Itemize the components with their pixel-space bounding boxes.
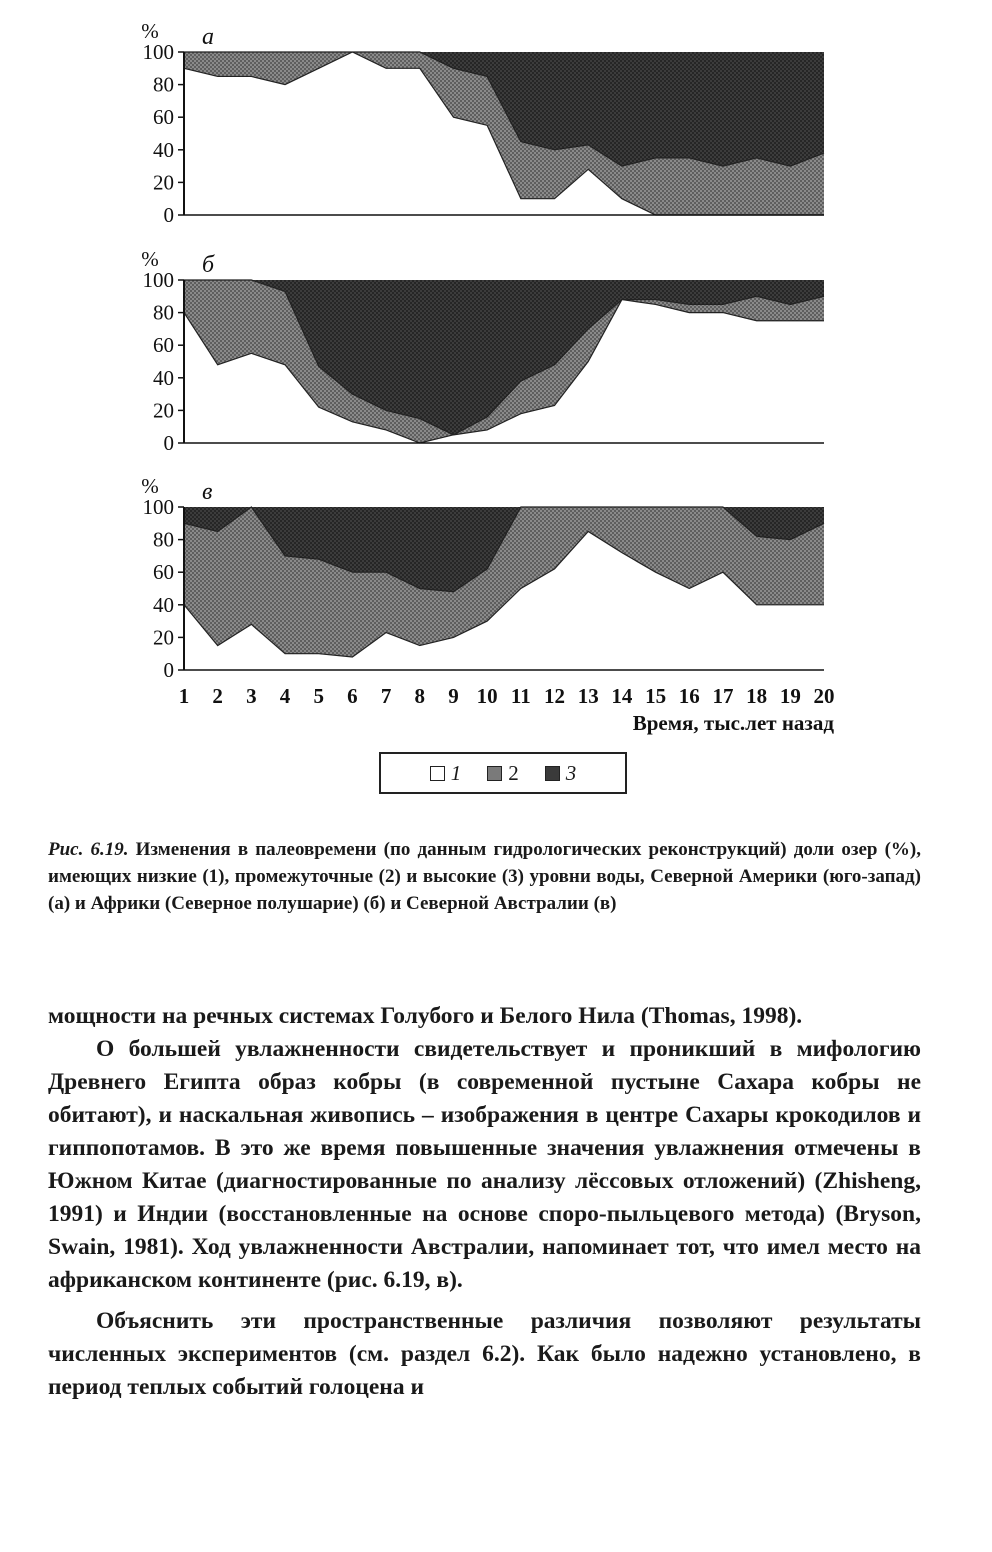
- y-tick-label: 0: [163, 431, 174, 455]
- y-tick-label: 100: [142, 495, 174, 519]
- x-tick-label: 9: [448, 684, 459, 708]
- caption-label: Рис. 6.19.: [48, 839, 129, 860]
- y-tick-label: 100: [142, 268, 174, 292]
- x-tick-label: 18: [746, 684, 768, 708]
- chart-panel-2: [141, 247, 824, 455]
- y-tick-label: 20: [153, 398, 174, 423]
- y-tick-label: 80: [153, 300, 174, 325]
- legend-label-3: 3: [565, 760, 577, 785]
- y-axis-label: %: [141, 247, 159, 271]
- y-tick-label: 60: [153, 333, 174, 358]
- panel-label: а: [202, 24, 214, 50]
- figure-caption: [48, 836, 921, 917]
- x-tick-label: 5: [313, 684, 324, 708]
- paragraph-1: мощности на речных системах Голубого и Белого Нила (Thomas, 1998).: [48, 1003, 803, 1029]
- legend-item-3: [545, 761, 577, 786]
- x-tick-label: 12: [544, 684, 566, 708]
- x-tick-label: 4: [279, 684, 291, 708]
- legend-item-1: [430, 761, 462, 786]
- x-tick-label: 7: [380, 684, 392, 708]
- x-tick-label: 17: [712, 684, 734, 708]
- x-tick-label: 14: [611, 684, 633, 708]
- x-tick-label: 15: [645, 684, 667, 708]
- panel-label: в: [202, 479, 213, 505]
- x-tick-label: 8: [414, 684, 426, 708]
- x-tick-label: 1: [178, 684, 190, 708]
- x-axis-label: Время, тыс.лет назад: [632, 711, 834, 735]
- legend-label-1: 1: [450, 760, 462, 785]
- y-tick-label: 40: [153, 365, 174, 390]
- y-axis-label: %: [141, 474, 159, 498]
- x-tick-label: 11: [510, 684, 531, 708]
- y-axis-label: %: [141, 19, 159, 43]
- y-tick-label: 80: [153, 72, 174, 97]
- paragraph-2: О большей увлажненности свидетельствует и проникший в мифологию Древнего Египта образ кобры (в современной пустыне Сахара кобры не обитают), и наскальная живопись – изображения в центре Сахары крокодилов и гиппопотамов. В это же время повышенные значения увлажнения отмечены в Южном Китае (диагностированные по анализу лёссовых отложений) (Zhisheng, 1991) и Индии (восстановленные на основе споро-пыльцевого метода) (Bryson, Swain, 1981). Ход увлажненности Австралии, напоминает тот, что имел место на африканском континенте (рис. 6.19, в).: [48, 1036, 921, 1293]
- x-tick-label: 16: [678, 684, 700, 708]
- x-tick-label: 2: [212, 684, 223, 708]
- x-tick-label: 13: [577, 684, 599, 708]
- x-tick-label: 6: [347, 684, 358, 708]
- chart-panel-3: [141, 474, 824, 682]
- y-tick-label: 40: [153, 592, 174, 617]
- y-tick-label: 100: [142, 40, 174, 64]
- y-tick-label: 20: [153, 170, 174, 195]
- chart-panel-1: [141, 19, 824, 227]
- body-text: [48, 1000, 921, 1404]
- legend-swatch-intermediate: [487, 766, 502, 781]
- x-tick-label: 20: [813, 684, 835, 708]
- x-tick-label: 10: [476, 684, 498, 708]
- x-tick-label: 19: [779, 684, 801, 708]
- figure-6-19: [0, 0, 992, 740]
- legend: [379, 752, 627, 794]
- y-tick-label: 0: [163, 203, 174, 227]
- y-tick-label: 80: [153, 527, 174, 552]
- y-tick-label: 60: [153, 560, 174, 585]
- y-tick-label: 20: [153, 625, 174, 650]
- legend-item-2: [487, 761, 519, 786]
- legend-swatch-high: [545, 766, 560, 781]
- y-tick-label: 60: [153, 105, 174, 130]
- panel-label: б: [202, 252, 215, 278]
- legend-swatch-low: [430, 766, 445, 781]
- y-tick-label: 40: [153, 137, 174, 162]
- legend-label-2: 2: [508, 760, 519, 785]
- x-tick-label: 3: [246, 684, 257, 708]
- y-tick-label: 0: [163, 658, 174, 682]
- paragraph-3: Объяснить эти пространственные различия позволяют результаты численных экспериментов (см. раздел 6.2). Как было надежно установлено, в период теплых событий голоцена и: [48, 1308, 921, 1400]
- caption-text: Изменения в палеовремени (по данным гидрологических реконструкций) доли озер (%), имеющих низкие (1), промежуточные (2) и высокие (3) уровни воды, Северной Америки (юго-запад) (а) и Африки (Северное полушарие) (б) и Северной Австралии (в): [48, 839, 922, 914]
